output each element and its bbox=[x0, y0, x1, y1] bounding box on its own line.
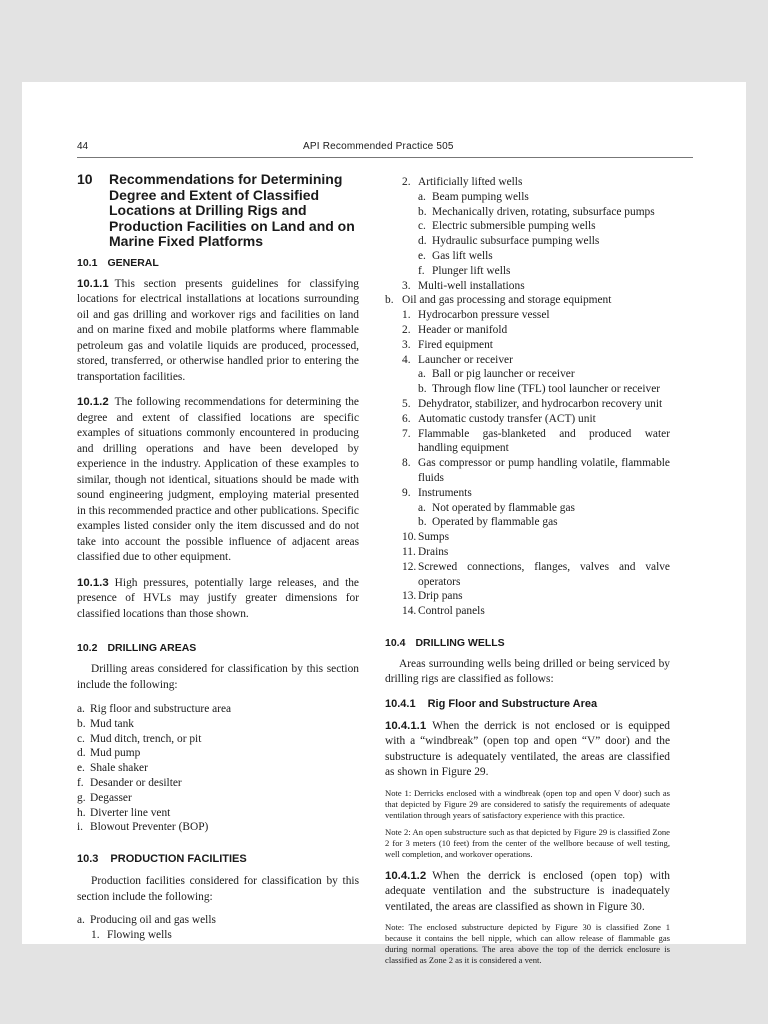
list-item-text: Shale shaker bbox=[90, 762, 148, 775]
list-marker: 5. bbox=[402, 397, 411, 410]
list-marker: g. bbox=[77, 791, 86, 804]
left-column bbox=[77, 172, 359, 943]
section-title: Rig Floor and Substructure Area bbox=[427, 697, 598, 710]
list-marker: i. bbox=[77, 821, 84, 834]
list-item-text: Degasser bbox=[90, 791, 132, 804]
list-item bbox=[385, 427, 670, 457]
list-item-text: Dehydrator, stabilizer, and hydrocarbon recovery unit bbox=[418, 397, 663, 410]
list-item bbox=[385, 367, 670, 382]
list-marker: a. bbox=[418, 501, 426, 514]
production-facilities-list-continued bbox=[385, 175, 670, 619]
note-1: Note 1: Derricks enclosed with a windbreak (open top and open V door) such as that depicted by Figure 29 are considered to satisfy the requirements of adequate ventilation through years of satisfactory experience with this practice. bbox=[385, 787, 670, 820]
list-item bbox=[385, 456, 670, 486]
list-marker: f. bbox=[77, 776, 84, 789]
section-number: 10.2 bbox=[77, 642, 98, 654]
running-header bbox=[77, 141, 693, 158]
list-item bbox=[385, 205, 670, 220]
list-item-text: Artificially lifted wells bbox=[418, 176, 523, 188]
list-marker: d. bbox=[418, 235, 427, 248]
paragraph-10-4-1-1 bbox=[385, 719, 670, 781]
paragraph-text: When the derrick is enclosed (open top) with adequate ventilation and the substructure is inadequately ventilated, the areas are classified as shown in Figure 30. bbox=[385, 869, 670, 913]
list-marker: 7. bbox=[402, 427, 411, 440]
list-item bbox=[385, 323, 670, 338]
list-item-text: Flammable gas-blanketed and produced water handling equipment bbox=[418, 427, 670, 455]
section-number: 10.1 bbox=[77, 256, 98, 269]
section-heading-10-2 bbox=[77, 642, 359, 654]
list-marker: b. bbox=[77, 717, 86, 730]
list-marker: 1. bbox=[91, 928, 100, 941]
right-column bbox=[385, 175, 670, 966]
list-item bbox=[77, 791, 359, 806]
list-item bbox=[385, 279, 670, 294]
paragraph-text: High pressures, potentially large releases, and the presence of HVLs may justify greater dimensions for classified locations than those shown. bbox=[77, 576, 359, 620]
list-marker: c. bbox=[77, 732, 85, 745]
list-item-text: Drains bbox=[418, 545, 449, 558]
list-item bbox=[385, 604, 670, 619]
list-item-text: Diverter line vent bbox=[90, 806, 171, 819]
section-title: DRILLING WELLS bbox=[415, 636, 505, 649]
note-2: Note 2: An open substructure such as that depicted by Figure 29 is classified Zone 2 for 3 meters (10 feet) from the center of the wellbore because of well testing, well completion, and workover operations. bbox=[385, 826, 670, 859]
list-item-text: Mechanically driven, rotating, subsurface pumps bbox=[432, 205, 655, 218]
list-item bbox=[385, 293, 670, 308]
list-marker: 10. bbox=[402, 531, 417, 544]
list-marker: 2. bbox=[402, 323, 411, 336]
list-marker: 13. bbox=[402, 590, 417, 603]
paragraph-10-1-2 bbox=[77, 395, 359, 566]
list-marker: a. bbox=[418, 190, 426, 203]
list-marker: b. bbox=[418, 516, 427, 529]
drilling-areas-intro: Drilling areas considered for classification by this section include the following: bbox=[77, 663, 359, 691]
section-heading-10-3 bbox=[77, 853, 359, 865]
list-item-text: Flowing wells bbox=[107, 928, 172, 941]
page-number: 44 bbox=[77, 141, 89, 152]
list-item-text: Beam pumping wells bbox=[432, 190, 529, 203]
list-item-text: Screwed connections, flanges, valves and valve operators bbox=[418, 560, 670, 588]
list-marker: c. bbox=[418, 220, 426, 233]
list-item bbox=[77, 732, 359, 747]
list-item bbox=[77, 761, 359, 776]
section-title: PRODUCTION FACILITIES bbox=[110, 853, 247, 866]
list-item-text: Automatic custody transfer (ACT) unit bbox=[418, 412, 596, 425]
list-item bbox=[385, 234, 670, 249]
list-item bbox=[385, 589, 670, 604]
list-item bbox=[385, 190, 670, 205]
list-marker: 11. bbox=[402, 545, 416, 558]
list-item-text: Mud tank bbox=[90, 717, 134, 730]
list-marker: 12. bbox=[402, 560, 417, 573]
list-marker: 3. bbox=[402, 338, 411, 351]
running-title: API Recommended Practice 505 bbox=[303, 141, 454, 152]
paragraph-text: The following recommendations for determining the degree and extent of classified locations are specific examples of situations commonly encountered in producing and drilling operations and have been developed by experience in the industry. Application of these examples to similar, though not identical, situations should be made with sound engineering judgment, employing material presented in this recommended practice and other publications. Specific examples listed consider only the item discussed and do not take into account the possible influence of adjacent areas classified due to other equipment. bbox=[77, 396, 359, 563]
chapter-number: 10 bbox=[77, 171, 93, 187]
section-number: 10.4 bbox=[385, 636, 406, 649]
section-heading-10-4-1 bbox=[385, 698, 670, 710]
list-item-text: Not operated by flammable gas bbox=[432, 501, 575, 514]
list-item-text: Instruments bbox=[418, 486, 472, 499]
list-item-text: Header or manifold bbox=[418, 323, 508, 336]
list-marker: e. bbox=[77, 762, 85, 775]
list-item-text: Multi-well installations bbox=[418, 279, 525, 292]
list-marker: 14. bbox=[402, 605, 417, 618]
list-marker: e. bbox=[418, 249, 426, 262]
list-marker: b. bbox=[418, 383, 427, 396]
list-marker: 3. bbox=[402, 279, 411, 292]
list-item-text: Mud pump bbox=[90, 747, 141, 760]
list-item-text: Operated by flammable gas bbox=[432, 516, 558, 529]
list-marker: 1. bbox=[402, 309, 411, 322]
list-item-text: Hydraulic subsurface pumping wells bbox=[432, 235, 600, 248]
list-item bbox=[385, 308, 670, 323]
list-item-text: Sumps bbox=[418, 531, 450, 544]
production-facilities-list bbox=[77, 913, 359, 943]
list-marker: b. bbox=[418, 205, 427, 218]
list-item-text: Rig floor and substructure area bbox=[90, 703, 232, 715]
list-item bbox=[77, 928, 359, 943]
list-item bbox=[385, 353, 670, 368]
list-item bbox=[77, 702, 359, 717]
list-marker: 9. bbox=[402, 486, 411, 499]
list-item-text: Gas lift wells bbox=[432, 249, 493, 262]
list-item-text: Blowout Preventer (BOP) bbox=[90, 821, 209, 834]
list-item-text: Drip pans bbox=[418, 590, 463, 603]
paragraph-number: 10.1.1 bbox=[77, 277, 109, 290]
paragraph-number: 10.4.1.2 bbox=[385, 869, 427, 882]
list-marker: 6. bbox=[402, 412, 411, 425]
list-item-text: Gas compressor or pump handling volatile, flammable fluids bbox=[418, 457, 670, 484]
list-item-text: Producing oil and gas wells bbox=[90, 914, 216, 927]
list-marker: 4. bbox=[402, 353, 411, 366]
list-item-text: Through flow line (TFL) tool launcher or receiver bbox=[432, 383, 661, 396]
section-heading-10-4 bbox=[385, 637, 670, 649]
list-marker: h. bbox=[77, 806, 86, 819]
section-number: 10.4.1 bbox=[385, 697, 416, 710]
list-item bbox=[385, 545, 670, 560]
list-marker: a. bbox=[77, 914, 85, 927]
list-item bbox=[385, 412, 670, 427]
list-marker: b. bbox=[385, 294, 394, 307]
paragraph-10-4-1-2 bbox=[385, 869, 670, 916]
list-item-text: Desander or desilter bbox=[90, 776, 182, 789]
list-item bbox=[77, 820, 359, 835]
list-item-text: Fired equipment bbox=[418, 338, 493, 351]
list-item bbox=[77, 717, 359, 732]
list-marker: f. bbox=[418, 264, 425, 277]
paragraph-number: 10.1.2 bbox=[77, 396, 109, 408]
list-marker: 2. bbox=[402, 176, 411, 188]
list-marker: d. bbox=[77, 747, 86, 760]
list-item bbox=[385, 338, 670, 353]
chapter-heading bbox=[77, 172, 359, 250]
paragraph-number: 10.4.1.1 bbox=[385, 719, 427, 732]
drilling-areas-list bbox=[77, 702, 359, 835]
list-item-text: Launcher or receiver bbox=[418, 353, 513, 366]
list-marker: 8. bbox=[402, 457, 411, 470]
list-item bbox=[385, 515, 670, 530]
list-item-text: Ball or pig launcher or receiver bbox=[432, 368, 575, 381]
list-item-text: Control panels bbox=[418, 605, 485, 618]
list-item bbox=[77, 776, 359, 791]
list-item bbox=[385, 175, 670, 190]
list-item-text: Mud ditch, trench, or pit bbox=[90, 732, 202, 745]
list-item bbox=[385, 501, 670, 516]
list-item-text: Electric submersible pumping wells bbox=[432, 220, 596, 233]
list-item bbox=[385, 397, 670, 412]
list-item-text: Plunger lift wells bbox=[432, 264, 511, 277]
section-number: 10.3 bbox=[77, 853, 99, 866]
list-item-text: Oil and gas processing and storage equipment bbox=[402, 294, 612, 307]
note-3: Note: The enclosed substructure depicted by Figure 30 is classified Zone 1 because it contains the bell nipple, which can allow release of flammable gas during normal operations. The area above the top of the derrick enclosure is classified as Zone 2 as it is considered a vent. bbox=[385, 922, 670, 966]
list-item bbox=[77, 746, 359, 761]
list-item bbox=[77, 913, 359, 928]
list-item bbox=[385, 219, 670, 234]
drilling-wells-intro: Areas surrounding wells being drilled or being serviced by drilling rigs are classified as follows: bbox=[385, 657, 670, 686]
list-item bbox=[385, 486, 670, 501]
paragraph-text: This section presents guidelines for classifying locations for electrical installations at locations surrounding oil and gas drilling and workover rigs and facilities on land and on marine fixed and mobile platforms where flammable petroleum gas and volatile liquids are produced, processed, stored, transferred, or otherwise handled prior to entering the transportation facilities. bbox=[77, 277, 359, 383]
section-title: DRILLING AREAS bbox=[107, 642, 197, 654]
section-title: GENERAL bbox=[107, 256, 159, 269]
list-item bbox=[385, 249, 670, 264]
production-facilities-intro: Production facilities considered for classification by this section include the following: bbox=[77, 875, 359, 903]
list-item bbox=[385, 264, 670, 279]
list-item bbox=[385, 382, 670, 397]
list-marker: a. bbox=[77, 703, 85, 715]
list-marker: a. bbox=[418, 368, 426, 381]
paragraph-10-1-3 bbox=[77, 576, 359, 623]
list-item bbox=[385, 560, 670, 590]
list-item bbox=[385, 530, 670, 545]
list-item-text: Hydrocarbon pressure vessel bbox=[418, 309, 550, 322]
paragraph-10-1-1 bbox=[77, 277, 359, 386]
list-item bbox=[77, 806, 359, 821]
paragraph-text: When the derrick is not enclosed or is equipped with a “windbreak” (open top and open “V” door) and the substructure is adequately ventilated, the areas are classified as shown in Figure 29. bbox=[385, 719, 670, 779]
section-heading-10-1 bbox=[77, 257, 359, 269]
chapter-title: Recommendations for Determining Degree and Extent of Classified Locations at Drilling Rigs and Production Facilities on Land and on Marine Fixed Platforms bbox=[109, 171, 355, 249]
paragraph-number: 10.1.3 bbox=[77, 576, 109, 589]
